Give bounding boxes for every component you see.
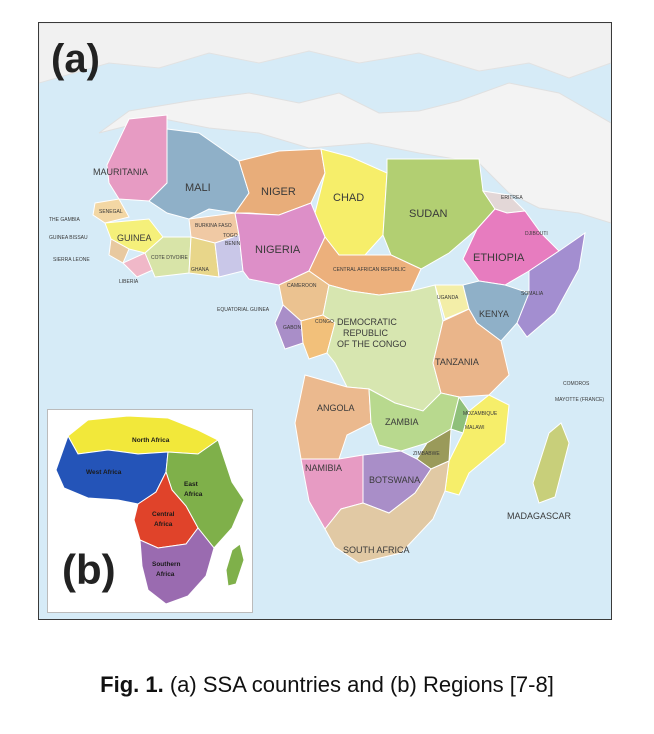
label-drc-line: OF THE CONGO (337, 339, 407, 349)
label-ghana: GHANA (191, 267, 209, 273)
label-drc-line: DEMOCRATIC (337, 317, 397, 327)
label-mauritania: MAURITANIA (93, 167, 148, 177)
label-region-east-1: East (184, 481, 198, 488)
label-zimbabwe: ZIMBABWE (413, 451, 440, 457)
label-ethiopia: ETHIOPIA (473, 252, 525, 264)
label-malawi: MALAWI (465, 425, 485, 431)
label-region-east-2: Africa (184, 491, 203, 498)
label-niger: NIGER (261, 186, 296, 198)
label-tanzania: TANZANIA (435, 357, 479, 367)
region-madagascar (226, 544, 244, 586)
inset-regions-map (47, 409, 253, 613)
label-gambia: THE GAMBIA (49, 217, 80, 223)
label-madagascar: MADAGASCAR (507, 511, 572, 521)
label-sierra-leone: SIERRA LEONE (53, 257, 90, 263)
label-liberia: LIBERIA (119, 279, 139, 285)
label-drc-line: REPUBLIC (343, 328, 389, 338)
label-benin: BENIN (225, 241, 241, 247)
label-region-southern-2: Africa (156, 571, 175, 578)
label-mozambique: MOZAMBIQUE (463, 411, 498, 417)
label-comoros: COMOROS (563, 381, 590, 387)
panel-b-label: (b) (62, 546, 116, 593)
caption-prefix: Fig. 1. (100, 672, 164, 697)
label-eq-guinea: EQUATORIAL GUINEA (217, 307, 270, 313)
figure-frame (38, 22, 612, 620)
label-namibia: NAMIBIA (305, 463, 343, 473)
label-somalia: SOMALIA (521, 291, 544, 297)
label-botswana: BOTSWANA (369, 475, 421, 485)
label-burkina: BURKINA FASO (195, 223, 232, 229)
label-cote: COTE D'IVOIRE (151, 255, 188, 261)
label-car: CENTRAL AFRICAN REPUBLIC (333, 267, 406, 273)
label-senegal: SENEGAL (99, 209, 123, 215)
label-angola: ANGOLA (317, 403, 355, 413)
label-mayotte: MAYOTTE (FRANCE) (555, 397, 605, 403)
label-guinea-bissau: GUINEA BISSAU (49, 235, 88, 241)
label-zambia: ZAMBIA (385, 417, 419, 427)
label-cameroon: CAMEROON (287, 283, 317, 289)
label-uganda: UGANDA (437, 295, 459, 301)
label-region-west: West Africa (86, 469, 122, 476)
label-south-africa: SOUTH AFRICA (343, 545, 410, 555)
caption-text: (a) SSA countries and (b) Regions [7-8] (163, 672, 554, 697)
label-djibouti: DJIBOUTI (525, 231, 548, 237)
label-region-central-2: Africa (154, 521, 173, 528)
label-eritrea: ERITREA (501, 195, 523, 201)
label-sudan: SUDAN (409, 208, 448, 220)
label-guinea: GUINEA (117, 233, 152, 243)
label-nigeria: NIGERIA (255, 244, 301, 256)
label-chad: CHAD (333, 192, 365, 204)
label-region-southern-1: Southern (152, 561, 181, 568)
label-mali: MALI (185, 182, 211, 194)
label-togo: TOGO (223, 233, 238, 239)
label-kenya: KENYA (479, 309, 509, 319)
label-gabon: GABON (283, 325, 302, 331)
label-region-north: North Africa (132, 437, 170, 444)
panel-a-label: (a) (51, 37, 100, 81)
label-region-central-1: Central (152, 511, 175, 518)
region-north-africa (68, 416, 218, 454)
figure-caption (0, 672, 654, 698)
label-congo: CONGO (315, 319, 334, 325)
